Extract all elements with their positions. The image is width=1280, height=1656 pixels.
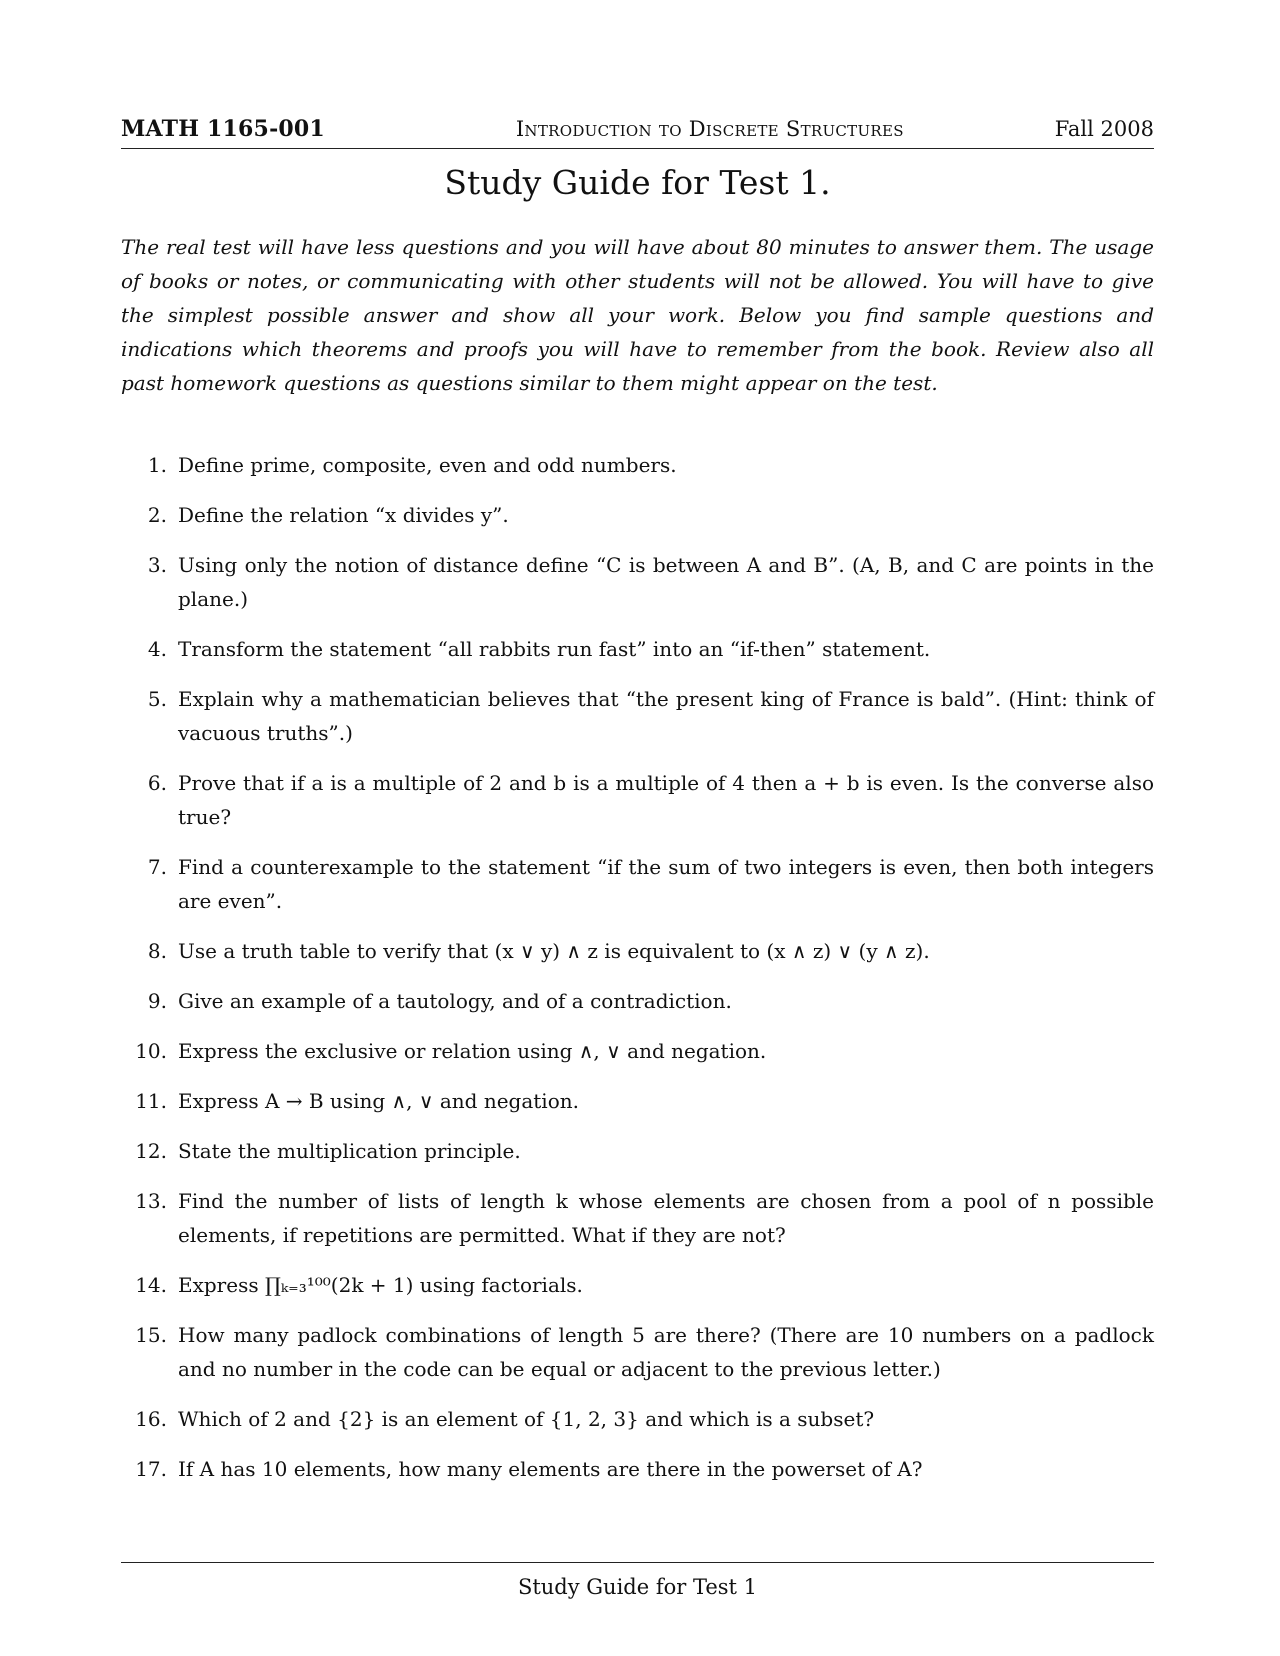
question-item xyxy=(121,1184,1154,1252)
footer-divider xyxy=(121,1562,1154,1563)
page-header xyxy=(121,116,1154,149)
question-item xyxy=(121,1268,1154,1302)
question-number: 9. xyxy=(147,989,167,1013)
question-text: Which of 2 and {2} is an element of {1, 2, 3} and which is a subset? xyxy=(178,1407,875,1431)
question-number: 6. xyxy=(147,771,167,795)
question-item xyxy=(121,1084,1154,1118)
question-number: 11. xyxy=(135,1089,167,1113)
question-number: 13. xyxy=(135,1189,167,1213)
question-text: Define the relation “x divides y”. xyxy=(178,503,509,527)
question-number: 1. xyxy=(147,453,167,477)
question-item xyxy=(121,1402,1154,1436)
question-text: Define prime, composite, even and odd numbers. xyxy=(178,453,677,477)
question-item xyxy=(121,850,1154,918)
question-text: Find a counterexample to the statement “if the sum of two integers is even, then both integers are even”. xyxy=(178,855,1154,913)
question-number: 4. xyxy=(147,637,167,661)
question-text: Prove that if a is a multiple of 2 and b is a multiple of 4 then a + b is even. Is the converse also true? xyxy=(178,771,1154,829)
question-text: Using only the notion of distance define “C is between A and B”. (A, B, and C are points in the plane.) xyxy=(178,553,1154,611)
question-number: 8. xyxy=(147,939,167,963)
term: Fall 2008 xyxy=(1054,117,1154,141)
question-number: 7. xyxy=(147,855,167,879)
question-number: 12. xyxy=(135,1139,167,1163)
question-item xyxy=(121,682,1154,750)
question-number: 5. xyxy=(147,687,167,711)
page-footer: Study Guide for Test 1 xyxy=(517,1575,758,1599)
question-item xyxy=(121,1318,1154,1386)
question-text: Explain why a mathematician believes that “the present king of France is bald”. (Hint: think of vacuous truths”.) xyxy=(178,687,1154,745)
question-text: Transform the statement “all rabbits run fast” into an “if-then” statement. xyxy=(178,637,931,661)
question-item xyxy=(121,548,1154,616)
question-number: 14. xyxy=(135,1273,167,1297)
course-title: Introduction to Discrete Structures xyxy=(515,117,904,141)
question-item xyxy=(121,1034,1154,1068)
question-number: 2. xyxy=(147,503,167,527)
question-item xyxy=(121,934,1154,968)
question-item xyxy=(121,984,1154,1018)
question-item xyxy=(121,448,1154,482)
question-text: If A has 10 elements, how many elements are there in the powerset of A? xyxy=(178,1457,923,1481)
question-text: Use a truth table to verify that (x ∨ y) ∧ z is equivalent to (x ∧ z) ∨ (y ∧ z). xyxy=(178,939,930,963)
question-text: Express ∏ₖ₌₃¹⁰⁰(2k + 1) using factorials. xyxy=(178,1273,583,1297)
question-number: 16. xyxy=(135,1407,167,1431)
question-number: 15. xyxy=(135,1323,167,1347)
question-text: State the multiplication principle. xyxy=(178,1139,521,1163)
question-text: Give an example of a tautology, and of a contradiction. xyxy=(178,989,732,1013)
question-number: 3. xyxy=(147,553,167,577)
question-text: Find the number of lists of length k whose elements are chosen from a pool of n possible elements, if repetitions are permitted. What if they are not? xyxy=(178,1189,1154,1247)
page-title: Study Guide for Test 1. xyxy=(444,163,831,202)
question-text: Express A → B using ∧, ∨ and negation. xyxy=(178,1089,579,1113)
question-text: Express the exclusive or relation using ∧, ∨ and negation. xyxy=(178,1039,767,1063)
intro-paragraph: The real test will have less questions and you will have about 80 minutes to answer them. The usage of books or notes, or communicating with other students will not be allowed. You will have to give the simplest possible answer and show all your work. Below you find sample questions and indications which theorems and proofs you will have to remember from the book. Review also all past homework questions as questions similar to them might appear on the test. xyxy=(121,235,1154,395)
question-number: 10. xyxy=(135,1039,167,1063)
question-item xyxy=(121,498,1154,532)
question-item xyxy=(121,1134,1154,1168)
question-number: 17. xyxy=(135,1457,167,1481)
course-code: MATH 1165-001 xyxy=(121,116,325,142)
document-page xyxy=(121,0,1154,1656)
question-item xyxy=(121,766,1154,834)
question-text: How many padlock combinations of length 5 are there? (There are 10 numbers on a padlock and no number in the code can be equal or adjacent to the previous letter.) xyxy=(178,1323,1154,1381)
question-list xyxy=(121,448,1154,1486)
question-item xyxy=(121,632,1154,666)
question-item xyxy=(121,1452,1154,1486)
